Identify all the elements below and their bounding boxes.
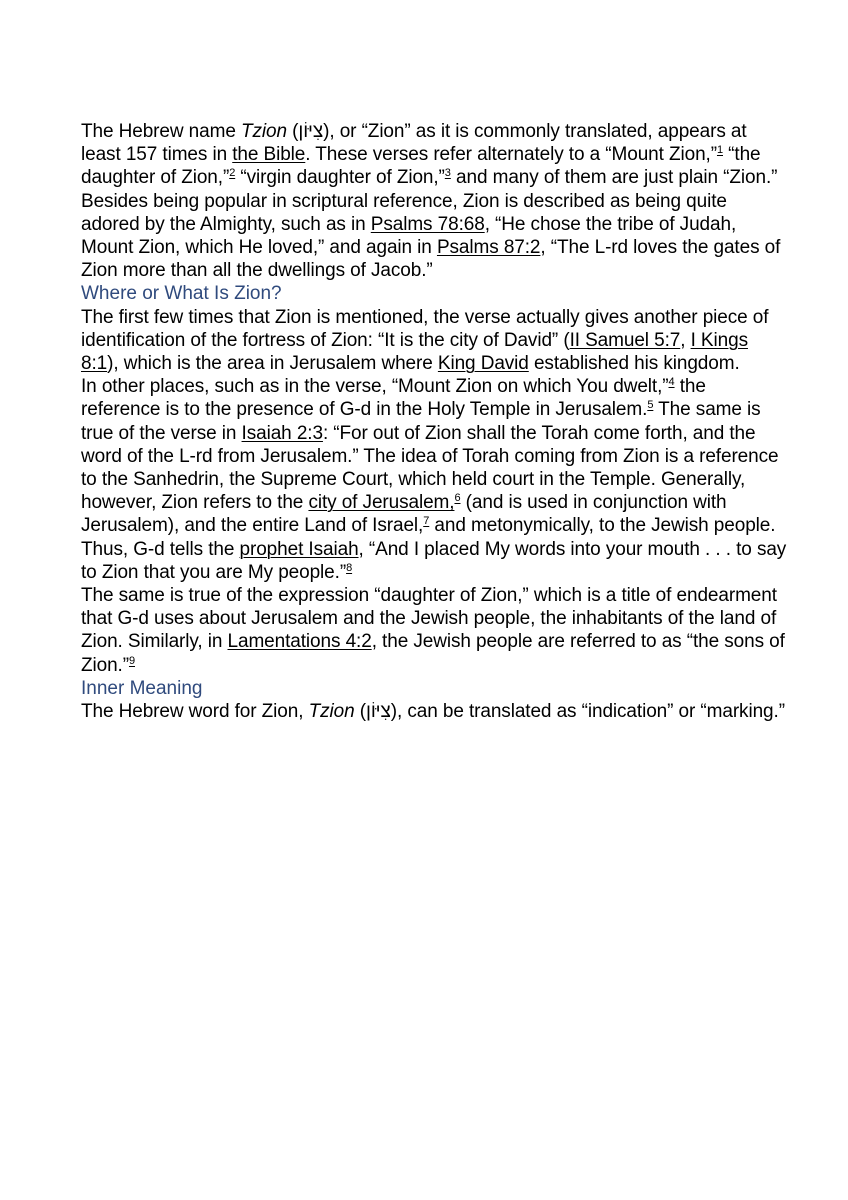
footnote-link[interactable]: 1: [716, 144, 723, 157]
text: The Hebrew word for Zion,: [81, 701, 309, 723]
text: , “The L-rd loves the gates of Zion more than all the dwellings of Jacob.”: [81, 237, 781, 282]
text: Besides being popular in scriptural reference, Zion is described as being quite adored by the Almighty, such as in: [81, 190, 727, 235]
text: , “And I placed My words into your mouth . . . to say to Zion that you are My people.”: [81, 538, 787, 583]
footnote-link[interactable]: 6: [454, 492, 461, 505]
text: ,: [680, 329, 691, 351]
text: (and is used in conjunction with Jerusalem), and the entire Land of Israel,: [81, 492, 727, 537]
text: The same is true of the expression “daughter of Zion,” which is a title of endearment that G-d uses about Jerusalem and the Jewish people, the inhabitants of the land of Zion. Similarly, in: [81, 585, 777, 653]
text: : “For out of Zion shall the Torah come forth, and the word of the L-rd from Jerusalem.” The idea of Torah coming from Zion is a reference to the Sanhedrin, the Supreme Court, which held court in the Temple. Generally, however, Zion refers to the: [81, 422, 779, 514]
paragraph-daughter-of-zion: [81, 584, 788, 677]
link-prophet-isaiah[interactable]: prophet Isaiah: [239, 538, 359, 560]
text: (צִיּוֹן), or “Zion” as it is commonly translated, appears at least 157 times in: [81, 121, 747, 166]
text: “the daughter of Zion,”: [81, 144, 761, 189]
paragraph-city-of-david: [81, 306, 788, 376]
paragraph-scriptural: [81, 190, 788, 283]
paragraph-hebrew-word: [81, 700, 788, 723]
link-the-bible[interactable]: the Bible: [232, 144, 306, 166]
text: ), which is the area in Jerusalem where: [107, 353, 438, 375]
footnote-link[interactable]: 4: [668, 376, 675, 389]
text: , “He chose the tribe of Judah, Mount Zion, which He loved,” and again in: [81, 213, 737, 259]
footnote-link[interactable]: 3: [444, 167, 451, 180]
footnote-9[interactable]: [129, 655, 135, 667]
text: (צִיּוֹן), can be translated as “indication” or “marking.”: [354, 701, 785, 723]
footnote-link[interactable]: 9: [128, 654, 135, 667]
link-psalms-78-68[interactable]: Psalms 78:68: [370, 213, 485, 235]
text: and many of them are just plain “Zion.”: [450, 167, 778, 189]
heading-inner-meaning: Inner Meaning: [81, 677, 203, 699]
footnote-link[interactable]: 2: [229, 167, 236, 180]
text: The Hebrew name: [81, 121, 241, 142]
footnote-8[interactable]: [346, 562, 352, 574]
footnote-link[interactable]: 5: [647, 399, 654, 412]
tzion-italic: Tzion: [308, 701, 355, 723]
text: and metonymically, to the Jewish people. Thus, G-d tells the: [81, 515, 776, 560]
text: In other places, such as in the verse, “Mount Zion on which You dwelt,”: [81, 376, 669, 398]
text: established his kingdom.: [528, 353, 740, 375]
text: “virgin daughter of Zion,”: [235, 167, 445, 189]
tzion-italic: Tzion: [240, 121, 287, 142]
text: . These verses refer alternately to a “Mount Zion,”: [305, 144, 717, 166]
link-isaiah-2-3[interactable]: Isaiah 2:3: [241, 422, 323, 444]
heading-where-or-what: Where or What Is Zion?: [81, 283, 282, 305]
text: the reference is to the presence of G-d in the Holy Temple in Jerusalem.: [81, 376, 706, 421]
paragraph-holy-temple: [81, 375, 788, 584]
text: , the Jewish people are referred to as “the sons of Zion.”: [81, 631, 785, 676]
paragraph-intro: [81, 120, 788, 190]
text: The first few times that Zion is mentioned, the verse actually gives another piece of identification of the fortress of Zion: “It is the city of David” (: [81, 306, 769, 351]
text: The same is true of the verse in: [81, 399, 761, 444]
link-king-david[interactable]: King David: [437, 353, 529, 375]
link-psalms-87-2[interactable]: Psalms 87:2: [436, 237, 541, 259]
link-lamentations-4-2[interactable]: Lamentations 4:2: [227, 631, 372, 653]
footnote-link[interactable]: 8: [346, 561, 353, 574]
link-ii-samuel-5-7[interactable]: II Samuel 5:7: [569, 329, 681, 351]
link-i-kings-8-1[interactable]: I Kings 8:1: [81, 329, 748, 375]
link-city-of-jerusalem[interactable]: city of Jerusalem,: [308, 492, 455, 514]
footnote-link[interactable]: 7: [423, 515, 430, 528]
